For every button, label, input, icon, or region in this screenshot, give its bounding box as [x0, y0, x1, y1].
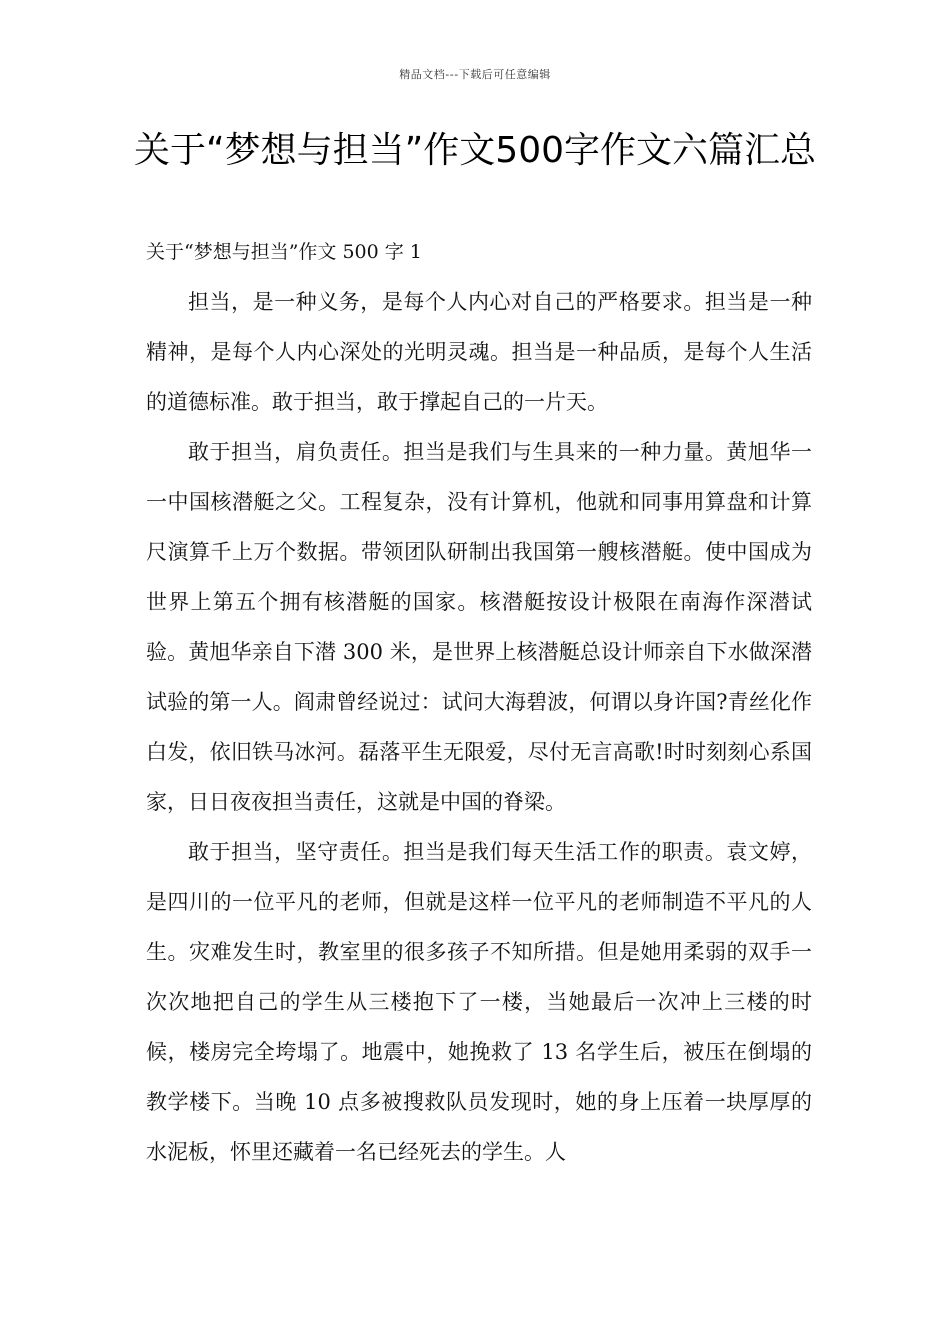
document-title: 关于“梦想与担当”作文500字作文六篇汇总 — [133, 130, 816, 171]
section-heading: 关于“梦想与担当”作文 500 字 1 — [146, 241, 422, 263]
paragraph: 担当，是一种义务，是每个人内心对自己的严格要求。担当是一种精神，是每个人内心深处的光明灵魂。担当是一种品质，是每个人生活的道德标准。敢于担当，敢于撑起自己的一片天。 — [146, 290, 812, 414]
document-body — [146, 277, 812, 1177]
header-note: 精品文档---下载后可任意编辑 — [399, 68, 551, 81]
paragraph: 敢于担当，肩负责任。担当是我们与生具来的一种力量。黄旭华一一中国核潜艇之父。工程复杂，没有计算机，他就和同事用算盘和计算尺演算千上万个数据。带领团队研制出我国第一艘核潜艇。使中国成为世界上第五个拥有核潜艇的国家。核潜艇按设计极限在南海作深潜试验。黄旭华亲自下潜 300 米，是世界上核潜艇总设计师亲自下水做深潜试验的第一人。阎肃曾经说过：试问大海碧波，何谓以身许国?青丝化作白发，依旧铁马冰河。磊落平生无限爱，尽付无言高歌!时时刻刻心系国家，日日夜夜担当责任，这就是中国的脊梁。 — [146, 440, 812, 814]
paragraph: 敢于担当，坚守责任。担当是我们每天生活工作的职责。袁文婷，是四川的一位平凡的老师，但就是这样一位平凡的老师制造不平凡的人生。灾难发生时，教室里的很多孩子不知所措。但是她用柔弱的双手一次次地把自己的学生从三楼抱下了一楼，当她最后一次冲上三楼的时候，楼房完全垮塌了。地震中，她挽救了 13 名学生后，被压在倒塌的教学楼下。当晚 10 点多被搜救队员发现时，她的身上压着一块厚厚的水泥板，怀里还藏着一名已经死去的学生。人 — [146, 840, 812, 1164]
